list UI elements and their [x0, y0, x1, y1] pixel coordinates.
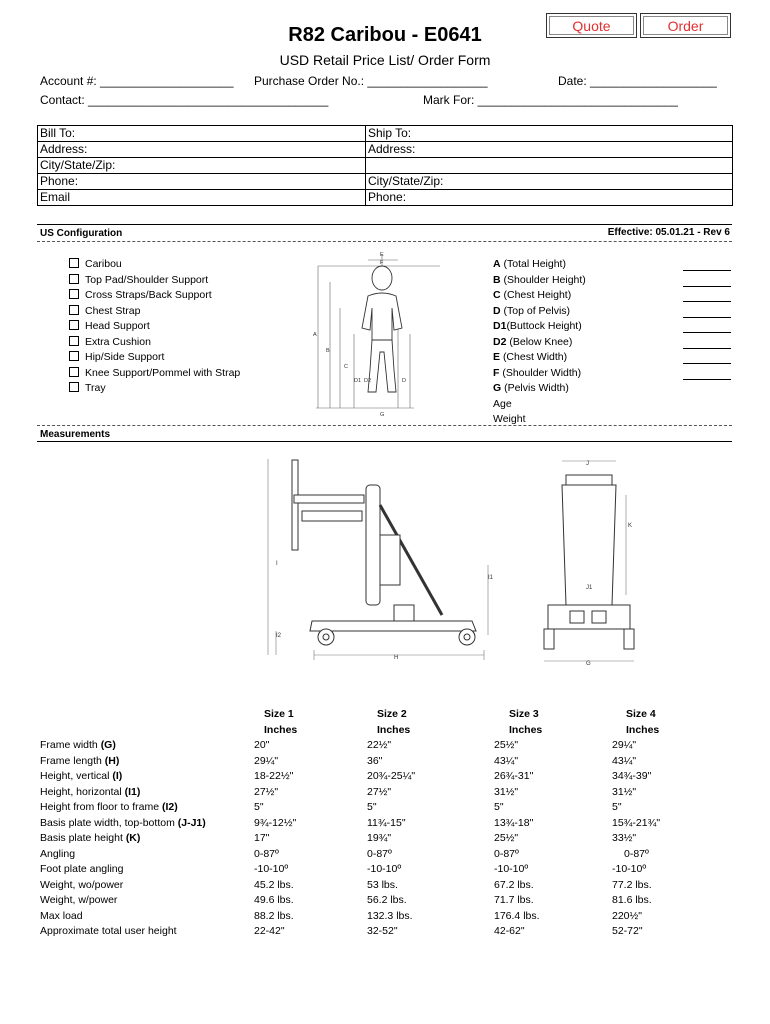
contact-field[interactable]: Contact: ____________________________________ [40, 93, 329, 107]
spec-row [40, 754, 730, 770]
measurement-c [493, 288, 586, 304]
divider [37, 241, 732, 242]
spec-value-size-4: 5" [612, 801, 622, 813]
ship-phone-label[interactable]: Phone: [366, 190, 733, 206]
measurement-e [493, 350, 586, 366]
measurement-entry-line[interactable] [683, 363, 731, 364]
measurement-label: (Pelvis Width) [504, 382, 569, 394]
checkbox[interactable] [69, 367, 79, 377]
spec-value-size-2: 53 lbs. [367, 878, 398, 891]
spec-row-label [40, 893, 254, 909]
measurement-code: B [493, 273, 501, 286]
config-label: Extra Cushion [85, 335, 151, 348]
checkbox[interactable] [69, 351, 79, 361]
spec-label-text: Height from floor to frame [40, 801, 162, 813]
measurement-entry-line[interactable] [683, 286, 731, 287]
spec-value-size-3: 71.7 lbs. [494, 894, 534, 906]
spec-label-text: Foot plate angling [40, 863, 124, 875]
spec-row-label [40, 754, 254, 770]
config-label: Top Pad/Shoulder Support [85, 273, 209, 286]
measurements-heading: Measurements [40, 429, 111, 440]
spec-value-size-1: 22-42" [254, 925, 285, 937]
spec-value-size-2: 11¾-15" [367, 816, 406, 829]
spec-value-size-4: -10-10º [612, 863, 647, 875]
config-item-chest-strap[interactable] [69, 304, 240, 320]
checkbox[interactable] [69, 320, 79, 330]
spec-value-size-3: 31½" [494, 785, 519, 798]
divider [37, 441, 732, 442]
diagram-label-f: F [380, 260, 384, 266]
measurement-f [493, 366, 586, 382]
spec-label-text: Weight, w/power [40, 894, 118, 906]
spec-rows [40, 738, 730, 940]
config-label: Tray [85, 382, 106, 394]
spec-value-size-2: 22½" [367, 739, 392, 751]
date-field[interactable]: Date: ___________________ [558, 74, 717, 88]
bill-city-label[interactable]: City/State/Zip: [38, 158, 366, 174]
spec-unit-blank [40, 723, 254, 739]
spec-row [40, 816, 730, 832]
measurement-label: (Top of Pelvis) [503, 304, 571, 317]
spec-label-code: (G) [100, 739, 116, 751]
spec-row-label [40, 924, 254, 940]
measurements-list [493, 257, 586, 428]
measurement-label: (Total Height) [503, 258, 566, 270]
spec-value-size-4: 81.6 lbs. [612, 894, 652, 906]
measurement-a [493, 257, 586, 273]
spec-value-size-3: 0-87º [494, 847, 519, 860]
divider [37, 425, 732, 426]
size-2-header: Size 2 [377, 708, 407, 720]
measurement-label: (Below Knee) [509, 335, 573, 348]
measurement-code: E [493, 351, 501, 363]
spec-label-text: Angling [40, 847, 76, 860]
spec-label-text: Frame length [40, 754, 105, 767]
config-label: Cross Straps/Back Support [85, 289, 212, 301]
spec-row-label [40, 738, 254, 754]
config-label: Caribou [85, 258, 122, 270]
measurement-d2 [493, 335, 586, 351]
spec-row-label [40, 816, 254, 832]
config-item-cross-straps[interactable] [69, 288, 240, 304]
config-label: Knee Support/Pommel with Strap [85, 366, 241, 379]
spec-value-size-3: 67.2 lbs. [494, 878, 534, 891]
address-table [37, 125, 733, 206]
spec-value-size-1: 45.2 lbs. [254, 878, 294, 891]
spec-value-size-4: 77.2 lbs. [612, 878, 652, 891]
spec-value-size-1: 29¼" [254, 754, 279, 767]
spec-label-code: (H) [104, 754, 120, 767]
spec-value-size-1: 27½" [254, 785, 279, 798]
spec-value-size-3: 13¾-18" [494, 816, 534, 829]
unit-header: Inches [377, 723, 411, 736]
account-field[interactable]: Account #: ____________________ [40, 74, 234, 88]
bill-address-label[interactable]: Address: [38, 142, 366, 158]
bill-email-label[interactable]: Email [38, 190, 366, 206]
spec-value-size-1: 17" [254, 832, 270, 844]
spec-row [40, 785, 730, 801]
measurement-entry-line[interactable] [683, 348, 731, 349]
diagram-label-b: B [326, 348, 330, 354]
checkbox[interactable] [69, 382, 79, 392]
spec-value-size-2: 27½" [367, 785, 392, 798]
spec-value-size-3: 25½" [494, 739, 519, 751]
spec-value-size-1: -10-10º [254, 863, 289, 875]
side-view-diagram [262, 455, 500, 667]
size-4-header: Size 4 [626, 708, 656, 720]
spec-value-size-3: 26¾-31" [494, 770, 534, 782]
diagram-label-k: K [628, 523, 633, 529]
spec-label-text: Basis plate height [40, 832, 126, 844]
diagram-label-j1: J1 [586, 585, 593, 591]
measurement-code: D1 [493, 320, 507, 332]
spec-value-size-2: 132.3 lbs. [367, 909, 413, 922]
spec-label-text: Max load [40, 909, 83, 922]
diagram-label-j: J [586, 461, 589, 467]
spec-value-size-4: 34¾-39" [612, 770, 652, 782]
spec-header-blank [40, 707, 254, 723]
checkbox[interactable] [69, 336, 79, 346]
measurement-entry-line[interactable] [683, 379, 731, 380]
diagram-label-g: G [380, 412, 385, 418]
ship-to-label[interactable]: Ship To: [366, 126, 733, 142]
config-item-tray[interactable] [69, 381, 240, 397]
diagram-label-i2: I2 [276, 633, 282, 639]
spec-label-text: Frame width [40, 739, 101, 751]
spec-value-size-3: -10-10º [494, 863, 529, 875]
measurement-entry-line[interactable] [683, 332, 731, 333]
spec-value-size-2: 20¾-25¼" [367, 770, 416, 782]
spec-label-code: (I) [112, 770, 123, 782]
front-view-diagram [536, 455, 640, 667]
diagram-label-i: I [276, 561, 278, 567]
config-label: Head Support [85, 320, 150, 332]
spec-value-size-4: 220½" [612, 909, 643, 922]
spec-row [40, 769, 730, 785]
spec-label-code: (I2) [161, 801, 178, 813]
spec-row [40, 738, 730, 754]
config-item-knee-support[interactable] [69, 366, 240, 382]
spec-table [40, 707, 730, 940]
diagram-label-d2: D2 [364, 378, 372, 384]
purchase-order-field[interactable]: Purchase Order No.: __________________ [254, 74, 488, 88]
page-title: R82 Caribou - E0641 [288, 24, 482, 46]
spec-value-size-1: 88.2 lbs. [254, 909, 294, 922]
measurement-code: D [493, 304, 501, 317]
spec-row [40, 800, 730, 816]
measurement-b [493, 273, 586, 289]
unit-header: Inches [626, 723, 660, 736]
spec-value-size-2: 36" [367, 754, 383, 767]
size-1-header: Size 1 [264, 708, 294, 720]
spec-value-size-3: 43¼" [494, 754, 519, 767]
ship-address-label[interactable]: Address: [366, 142, 733, 158]
spec-value-size-2: -10-10º [367, 863, 402, 875]
spec-row [40, 847, 730, 863]
spec-value-size-2: 0-87º [367, 847, 392, 860]
checkbox[interactable] [69, 258, 79, 268]
size-3-header: Size 3 [509, 708, 539, 720]
ship-city-label[interactable]: City/State/Zip: [366, 174, 733, 190]
spec-row-label [40, 769, 254, 785]
unit-header: Inches [264, 723, 298, 736]
measurement-code: G [493, 382, 502, 394]
spec-label-text: Height, vertical [40, 770, 113, 782]
spec-row [40, 862, 730, 878]
spec-value-size-3: 176.4 lbs. [494, 909, 540, 922]
spec-value-size-1: 0-87º [254, 847, 279, 860]
spec-value-size-2: 56.2 lbs. [367, 894, 407, 906]
config-item-top-pad[interactable] [69, 273, 240, 289]
checkbox[interactable] [69, 274, 79, 284]
spec-row-label [40, 785, 254, 801]
config-item-head-support[interactable] [69, 319, 240, 335]
spec-value-size-4: 15¾-21¾" [612, 816, 661, 829]
measurement-code: A [493, 258, 501, 270]
spec-row [40, 909, 730, 925]
diagram-label-g: G [586, 661, 591, 667]
checkbox[interactable] [69, 305, 79, 315]
config-label: Chest Strap [85, 304, 141, 317]
mark-for-field[interactable]: Mark For: ______________________________ [423, 93, 678, 107]
spec-label-code: (K) [125, 832, 141, 844]
measurement-d1 [493, 319, 586, 335]
checkbox[interactable] [69, 289, 79, 299]
configuration-list [69, 257, 240, 397]
spec-value-size-3: 5" [494, 801, 504, 813]
config-item-caribou[interactable] [69, 257, 240, 273]
config-item-hip-support[interactable] [69, 350, 240, 366]
spec-label-text: Basis plate width, top-bottom [40, 816, 178, 829]
spec-value-size-1: 49.6 lbs. [254, 894, 294, 906]
spec-row [40, 831, 730, 847]
spec-label-text: Weight, wo/power [40, 878, 124, 891]
spec-value-size-3: 25½" [494, 832, 519, 844]
diagram-label-a: A [313, 332, 317, 338]
measurement-label: (Shoulder Width) [502, 366, 582, 379]
spec-row [40, 924, 730, 940]
spec-row-label [40, 847, 254, 863]
measurement-code: C [493, 289, 501, 301]
spec-row-label [40, 909, 254, 925]
measurement-label: Weight [493, 413, 526, 425]
ship-blank-cell[interactable] [366, 158, 733, 174]
measurement-age [493, 397, 586, 413]
measurement-entry-line[interactable] [683, 317, 731, 318]
measurement-g [493, 381, 586, 397]
spec-value-size-2: 19¾" [367, 832, 392, 844]
bill-to-label[interactable]: Bill To: [38, 126, 366, 142]
spec-value-size-1: 5" [254, 801, 264, 813]
divider [37, 224, 732, 225]
page-subtitle: USD Retail Price List/ Order Form [279, 52, 491, 68]
spec-value-size-1: 20" [254, 739, 270, 751]
spec-value-size-2: 5" [367, 801, 377, 813]
spec-row-label [40, 831, 254, 847]
measurement-label: Age [493, 397, 512, 410]
bill-phone-label[interactable]: Phone: [38, 174, 366, 190]
diagram-label-i1: I1 [488, 575, 494, 581]
diagram-label-h: H [394, 655, 399, 661]
spec-row-label [40, 800, 254, 816]
diagram-label-c: C [344, 364, 348, 370]
spec-label-code: (I1) [124, 785, 141, 798]
diagram-label-e: E [380, 252, 384, 258]
measurement-label: (Shoulder Height) [503, 273, 586, 286]
effective-date: Effective: 05.01.21 - Rev 6 [607, 227, 730, 238]
spec-value-size-4: 31½" [612, 785, 637, 798]
quote-button[interactable]: Quote [546, 13, 637, 38]
spec-value-size-1: 18-22½" [254, 770, 294, 782]
spec-row-label [40, 862, 254, 878]
spec-value-size-1: 9¾-12½" [254, 816, 297, 829]
measurement-code: D2 [493, 335, 507, 348]
configuration-heading: US Configuration [40, 228, 123, 239]
measurement-entry-line[interactable] [683, 270, 731, 271]
spec-row [40, 878, 730, 894]
unit-header: Inches [509, 723, 543, 736]
spec-value-size-3: 42-62" [494, 925, 525, 937]
diagram-label-d1: D1 [354, 378, 362, 384]
spec-row [40, 893, 730, 909]
measurement-entry-line[interactable] [683, 301, 731, 302]
spec-label-text: Approximate total user height [40, 925, 177, 937]
spec-label-code: (J-J1) [177, 816, 206, 829]
spec-value-size-4: 33½" [612, 832, 637, 844]
spec-label-text: Height, horizontal [40, 785, 125, 798]
measurement-d [493, 304, 586, 320]
config-label: Hip/Side Support [85, 351, 165, 363]
spec-row-label [40, 878, 254, 894]
spec-value-size-4: 29¼" [612, 739, 637, 751]
measurement-label: (Chest Height) [503, 289, 572, 301]
measurement-label: (Buttock Height) [506, 320, 582, 332]
config-item-extra-cushion[interactable] [69, 335, 240, 351]
spec-value-size-4: 43¼" [612, 754, 637, 767]
diagram-label-d: D [402, 378, 406, 384]
order-button[interactable]: Order [640, 13, 731, 38]
spec-value-size-4: 52-72" [612, 925, 643, 937]
child-measurement-diagram [310, 252, 470, 420]
spec-value-size-4: 0-87º [624, 847, 649, 860]
measurement-code: F [493, 366, 500, 379]
spec-value-size-2: 32-52" [367, 925, 398, 937]
measurement-label: (Chest Width) [502, 351, 568, 363]
